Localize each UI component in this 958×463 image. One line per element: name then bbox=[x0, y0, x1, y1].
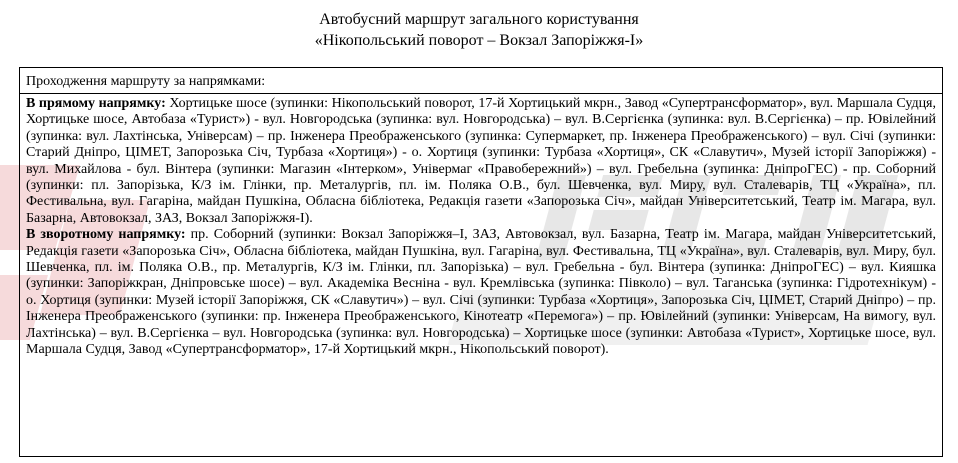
route-table-body bbox=[20, 94, 942, 359]
document-title bbox=[0, 0, 958, 50]
reverse-direction-paragraph bbox=[26, 227, 936, 358]
title-line-1: Автобусний маршрут загального користування bbox=[319, 11, 639, 28]
reverse-direction-text: пр. Соборний (зупинки: Вокзал Запоріжжя–І, ЗАЗ, Автовокзал, вул. Базарна, Театр ім. Магара, майдан Університетський, Редакція газети «Запорозька Січ», Обласна бібліотека, майдан Пушкіна, вул. Гагаріна, вул. Фестивальна, ТЦ «Україна», вул. Сталеварів, вул. Миру, бул. Шевченка, пл. ім. Поляка О.В., пр. Металургів, К/З ім. Глінки, пл. Запорізька) – вул. Гребельна - бул. Вінтера (зупинка: ДніпроГЕС) – вул. Кияшка (зупинки: Запоріжкран, Дніпровське шосе) – вул. Академіка Весніна - вул. Кремлівська (зупинка: Півколо) – вул. Таганська (зупинка: Гідротехнікум) - о. Хортиця (зупинки: Музей історії Запоріжжя, СК «Славутич») – вул. Січі (зупинки: Турбаза «Хортиця», Запорозька Січ, ЦІМЕТ, Старий Дніпро) – пр. Інженера Преображенського (зупинки: пр. Інженера Преображенського, Кінотеатр «Перемога») – пр. Ювілейний (зупинки: Універсам, На вимогу, вул. Лахтінська) – вул. В.Сергієнка – вул. Новгородська (зупинка: вул. Новгородська) – Хортицьке шосе (зупинки: Автобаза «Турист», Хортицьке шосе, вул. Маршала Судця, Завод «Супертрансформатор», 17-й Хортицький мкрн., Нікопольський поворот). bbox=[26, 227, 936, 358]
route-table-header: Проходження маршруту за напрямками: bbox=[20, 68, 942, 94]
forward-direction-label: В прямому напрямку: bbox=[26, 96, 166, 111]
forward-direction-paragraph bbox=[26, 96, 936, 227]
title-line-2: «Нікопольський поворот – Вокзал Запоріжжя-І» bbox=[314, 32, 644, 49]
reverse-direction-label: В зворотному напрямку: bbox=[26, 227, 186, 243]
forward-direction-text: Хортицьке шосе (зупинки: Нікопольський поворот, 17-й Хортицький мкрн., Завод «Супертрансформатор», вул. Маршала Судця, Хортицьке шосе, Автобаза «Турист») - вул. Новгородська (зупинка: вул. Новгородська) – вул. В.Сергієнка (зупинка: вул. В.Сергієнка) – пр. Ювілейний (зупинка: вул. Лахтінська, Універсам) – пр. Інженера Преображенського (зупинка: Супермаркет, пр. Інженера Преображенського) – вул. Січі (зупинки: Старий Дніпро, ЦІМЕТ, Запорозька Січ, Турбаза «Хортиця») - о. Хортиця (зупинки: Турбаза «Хортиця», СК «Славутич», Музей історії Запоріжжя) - вул. Михайлова - бул. Вінтера (зупинки: Магазин «Інтерком», Універмаг «Правобережний») – вул. Гребельна (зупинка: ДніпроГЕС) - пр. Соборний (зупинки: пл. Запорізька, К/З ім. Глінки, пр. Металургів, пл. ім. Поляка О.В., бул. Шевченка, вул. Миру, вул. Сталеварів, ТЦ «Україна», пл. Фестивальна, вул. Гагаріна, майдан Пушкіна, Обласна бібліотека, Редакція газети «Запорозька Січ», майдан Університетський, Театр ім. Магара, вул. Базарна, Автовокзал, ЗАЗ, Вокзал Запоріжжя-І). bbox=[26, 96, 937, 226]
route-table bbox=[19, 67, 943, 457]
